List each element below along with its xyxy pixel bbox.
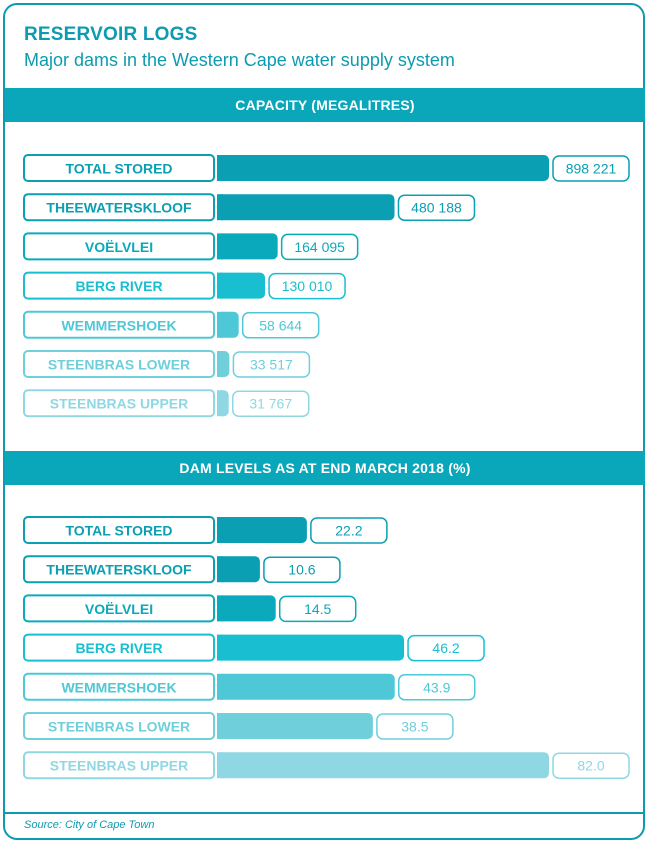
bar-left-edge [217, 273, 223, 299]
value-label: 10.6 [288, 561, 316, 578]
category-label: WEMMERSHOEK [61, 317, 177, 334]
category-label: STEENBRAS UPPER [49, 395, 189, 412]
bar [217, 556, 260, 582]
bar [217, 635, 404, 661]
category-label: THEEWATERSKLOOF [46, 199, 192, 216]
category-label: TOTAL STORED [65, 160, 173, 177]
bar-left-edge [217, 595, 223, 621]
levels-section-header: DAM LEVELS AS AT END MARCH 2018 (%) [5, 451, 645, 485]
levels-chart [0, 512, 650, 782]
bar [217, 517, 307, 543]
value-label: 46.2 [432, 640, 460, 657]
capacity-section-header: CAPACITY (MEGALITRES) [5, 88, 645, 122]
value-label: 480 188 [411, 199, 462, 216]
value-label: 33 517 [249, 356, 293, 373]
capacity-chart [0, 150, 650, 420]
bar-left-edge [217, 194, 223, 220]
category-label: STEENBRAS LOWER [47, 718, 191, 735]
bar-left-edge [217, 713, 223, 739]
category-label: VOËLVLEI [84, 238, 154, 255]
bar-left-edge [217, 674, 223, 700]
value-label: 58 644 [259, 317, 303, 334]
bar [217, 713, 373, 739]
value-label: 14.5 [304, 600, 332, 617]
value-label: 38.5 [401, 718, 429, 735]
bar [217, 273, 265, 299]
bar [217, 233, 278, 259]
value-label: 130 010 [281, 278, 333, 295]
bar-left-edge [217, 233, 223, 259]
category-label: STEENBRAS UPPER [49, 757, 189, 774]
bar-left-edge [217, 390, 223, 416]
bar-left-edge [217, 635, 223, 661]
value-label: 82.0 [577, 757, 605, 774]
value-label: 43.9 [423, 679, 451, 696]
category-label: THEEWATERSKLOOF [46, 561, 192, 578]
bar [217, 595, 276, 621]
page-title: RESERVOIR LOGS [24, 24, 198, 45]
value-label: 22.2 [335, 522, 363, 539]
value-label: 31 767 [249, 395, 293, 412]
bar-left-edge [217, 556, 223, 582]
source-note: Source: City of Cape Town [24, 819, 155, 831]
footer-divider [5, 812, 645, 814]
category-label: BERG RIVER [75, 278, 163, 295]
bar-left-edge [217, 351, 223, 377]
category-label: BERG RIVER [75, 640, 163, 657]
bar-left-edge [217, 312, 223, 338]
category-label: TOTAL STORED [65, 522, 173, 539]
page-subtitle: Major dams in the Western Cape water supply system [24, 50, 455, 70]
bar [217, 752, 549, 778]
bar-left-edge [217, 752, 223, 778]
category-label: VOËLVLEI [84, 600, 154, 617]
bar [217, 674, 395, 700]
bar [217, 155, 549, 181]
bar-left-edge [217, 155, 223, 181]
value-label: 164 095 [294, 238, 345, 255]
bar-left-edge [217, 517, 223, 543]
bar [217, 194, 394, 220]
value-label: 898 221 [565, 160, 617, 177]
category-label: WEMMERSHOEK [61, 679, 177, 696]
category-label: STEENBRAS LOWER [47, 356, 191, 373]
